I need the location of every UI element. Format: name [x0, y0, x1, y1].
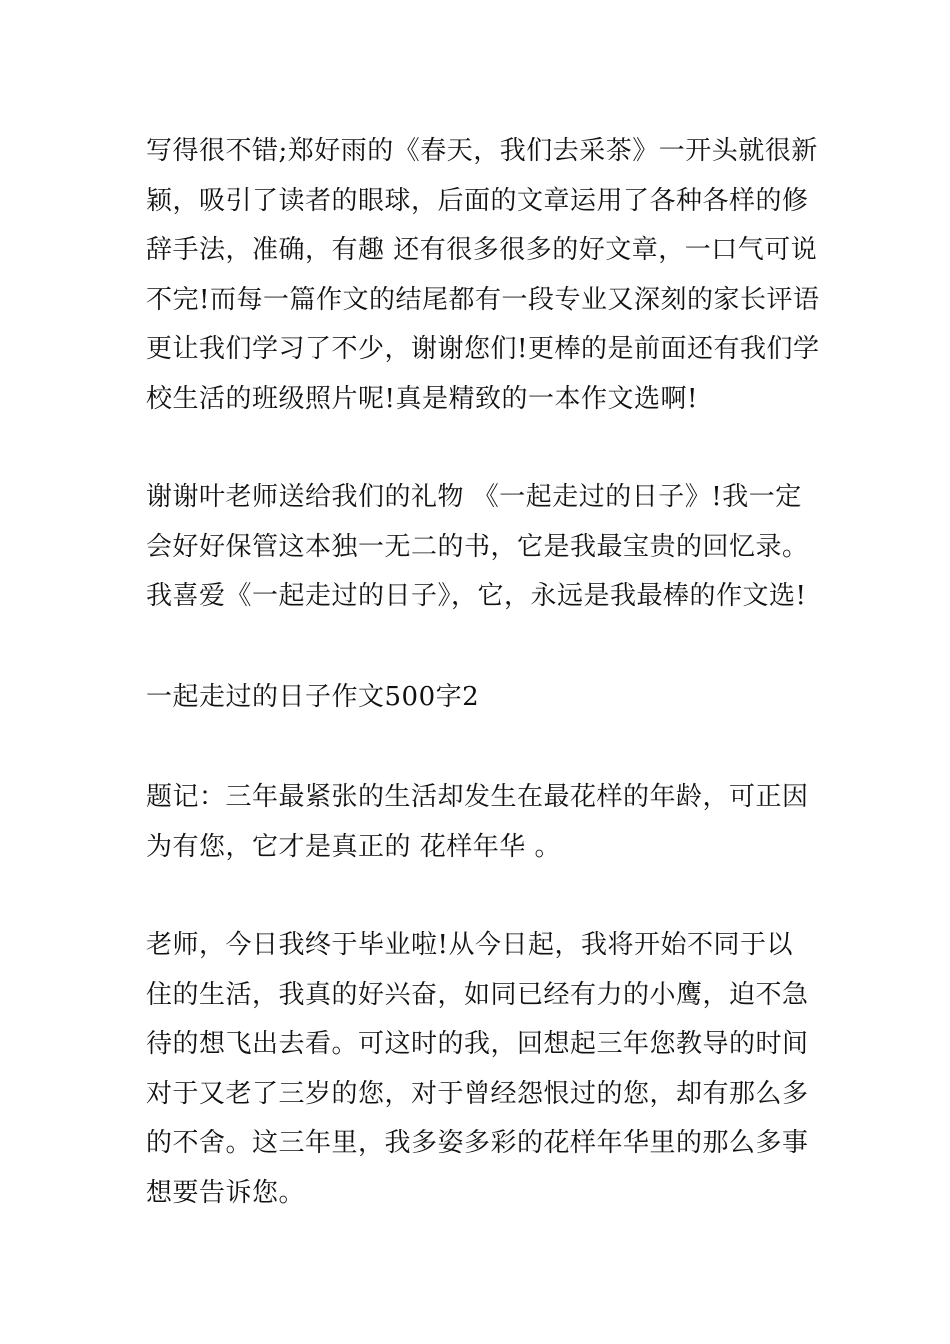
paragraph-inscription: [146, 773, 808, 872]
text-line: 校生活的班级照片呢!真是精致的一本作文选啊!: [146, 383, 698, 414]
text-line: 不完!而每一篇作文的结尾都有一段专业又深刻的家长评语: [146, 284, 820, 315]
text-line: 的不舍。这三年里，我多姿多彩的花样年华里的那么多事: [146, 1128, 809, 1158]
text-line: 颖，吸引了读者的眼球，后面的文章运用了各种各样的修: [146, 185, 809, 216]
text-line: 会好好保管这本独一无二的书，它是我最宝贵的回忆录。: [146, 531, 809, 562]
text-line: 想要告诉您。: [146, 1177, 306, 1208]
paragraph-graduation: [146, 921, 808, 1218]
paragraph-essay-review: [146, 127, 820, 424]
heading-text: 一起走过的日子作文500字2: [146, 682, 480, 712]
paragraph-thanks-teacher: [146, 473, 808, 622]
text-line: 谢谢叶老师送给我们的礼物 《一起走过的日子》!我一定: [146, 482, 802, 512]
text-line: 老师，今日我终于毕业啦!从今日起，我将开始不同于以: [146, 930, 793, 960]
text-line: 对于又老了三岁的您，对于曾经怨恨过的您，却有那么多: [146, 1078, 809, 1109]
text-line: 待的想飞出去看。可这时的我，回想起三年您教导的时间: [146, 1029, 809, 1059]
text-line: 为有您，它才是真正的 花样年华 。: [146, 831, 562, 862]
text-line: 题记：三年最紧张的生活却发生在最花样的年龄，可正因: [146, 782, 809, 812]
text-line: 住的生活，我真的好兴奋，如同已经有力的小鹰，迫不急: [146, 979, 809, 1010]
text-line: 我喜爱《一起走过的日子》，它，永远是我最棒的作文选!: [146, 581, 807, 611]
text-line: 更让我们学习了不少，谢谢您们!更棒的是前面还有我们学: [146, 334, 820, 364]
text-line: 辞手法，准确，有趣 还有很多很多的好文章，一口气可说: [146, 235, 818, 265]
essay-heading: [146, 673, 808, 723]
text-line: 写得很不错;郑好雨的《春天，我们去采茶》一开头就很新: [146, 136, 818, 166]
